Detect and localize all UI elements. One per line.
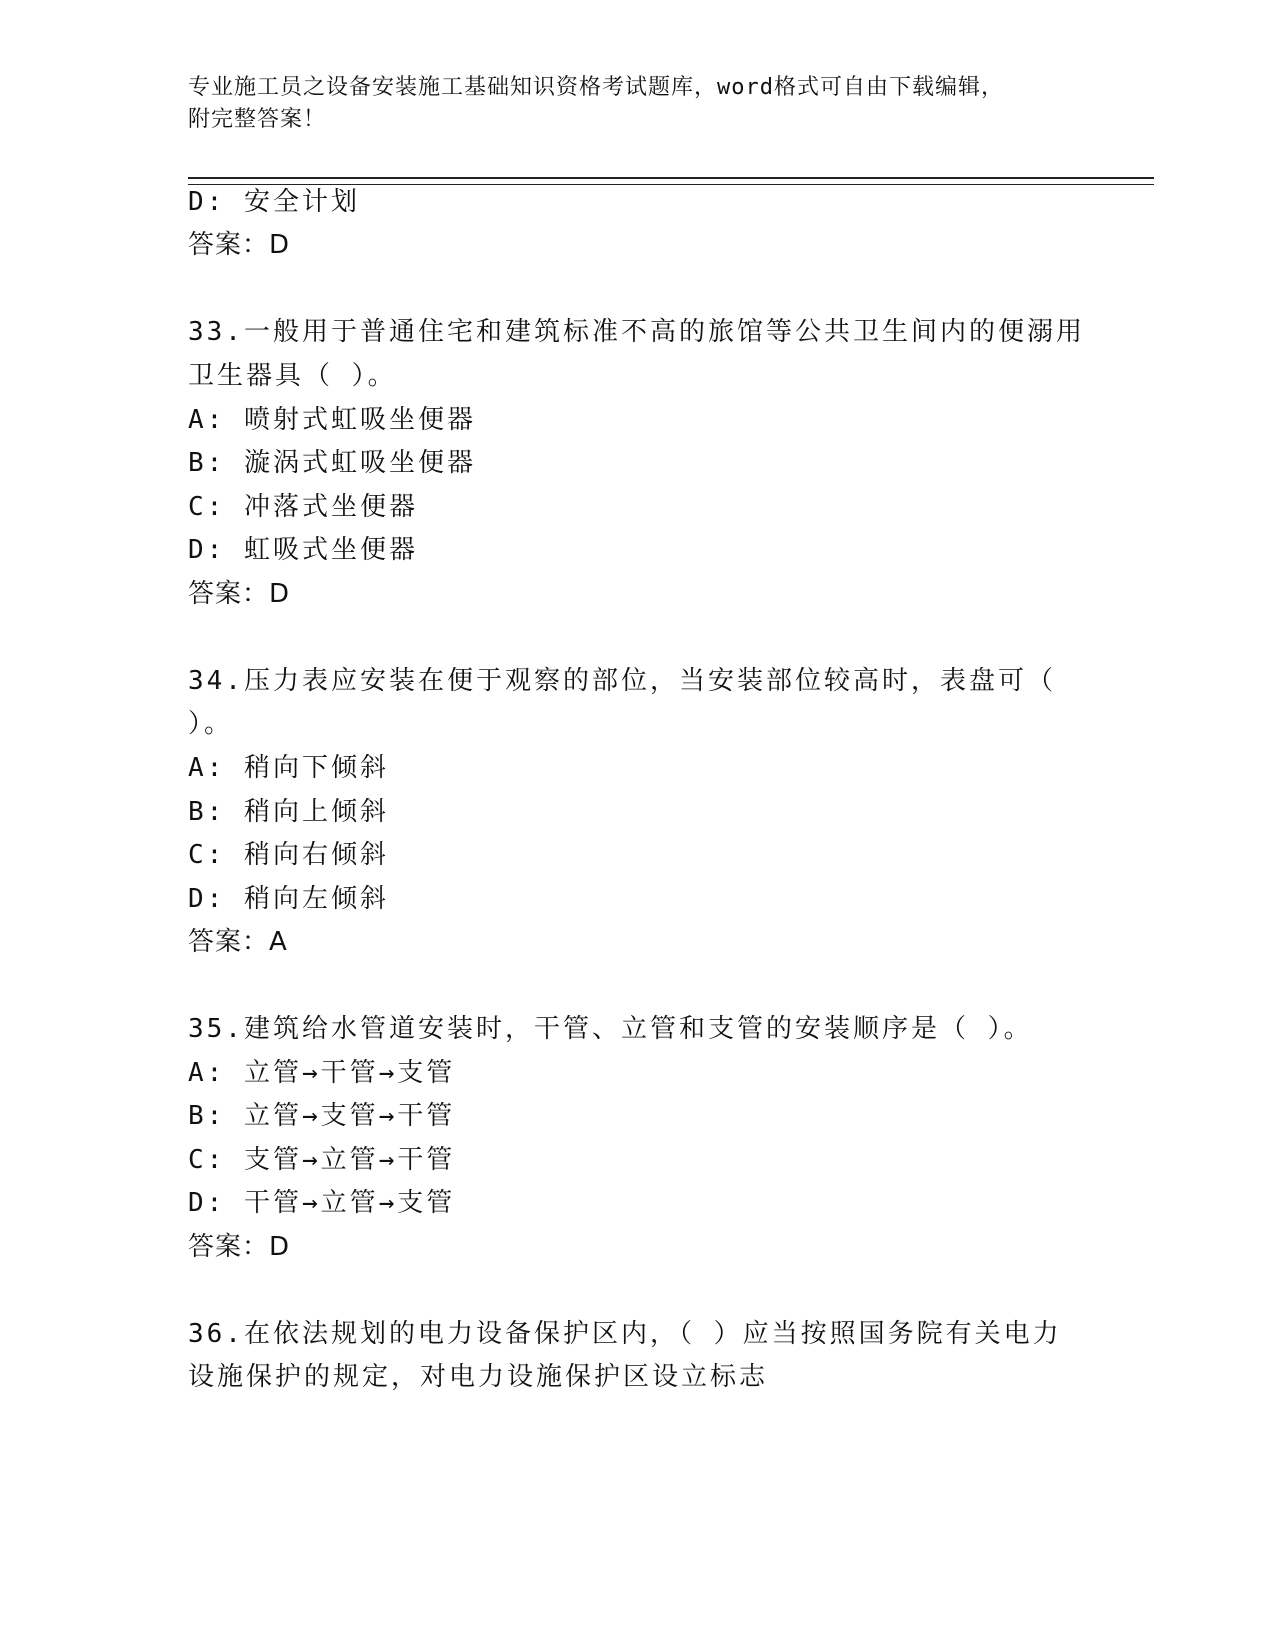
q35-option-c: C: 支管→立管→干管 bbox=[188, 1145, 456, 1175]
q34-answer: 答案：A bbox=[188, 927, 288, 957]
q33-option-c: C: 冲落式坐便器 bbox=[188, 492, 418, 522]
q33-stem-line-1: 33.一般用于普通住宅和建筑标准不高的旅馆等公共卫生间内的便溺用 bbox=[188, 317, 1085, 347]
q34-option-c: C: 稍向右倾斜 bbox=[188, 840, 389, 870]
header-line-1: 专业施工员之设备安装施工基础知识资格考试题库，word格式可自由下载编辑， bbox=[188, 75, 1004, 100]
prev-answer: 答案：D bbox=[188, 230, 291, 260]
q35-option-b: B: 立管→支管→干管 bbox=[188, 1101, 456, 1131]
prev-option-d: D: 安全计划 bbox=[188, 187, 360, 217]
q34-option-b: B: 稍向上倾斜 bbox=[188, 797, 389, 827]
q34-option-a: A: 稍向下倾斜 bbox=[188, 753, 389, 783]
document-header bbox=[188, 72, 1068, 136]
q33-option-b: B: 漩涡式虹吸坐便器 bbox=[188, 448, 476, 478]
q35-option-a: A: 立管→干管→支管 bbox=[188, 1058, 456, 1088]
q33-option-d: D: 虹吸式坐便器 bbox=[188, 535, 418, 565]
q34-stem-line-1: 34.压力表应安装在便于观察的部位，当安装部位较高时，表盘可（ bbox=[188, 666, 1056, 696]
q35-stem-line-1: 35.建筑给水管道安装时，干管、立管和支管的安装顺序是（ ）。 bbox=[188, 1014, 1033, 1044]
q34-option-d: D: 稍向左倾斜 bbox=[188, 884, 389, 914]
header-line-2: 附完整答案！ bbox=[188, 107, 327, 132]
q33-stem-line-2: 卫生器具（ ）。 bbox=[188, 361, 397, 391]
q33-answer: 答案：D bbox=[188, 579, 291, 609]
q36-stem-line-1: 36.在依法规划的电力设备保护区内，（ ）应当按照国务院有关电力 bbox=[188, 1319, 1062, 1349]
q34-stem-line-2: ）。 bbox=[188, 709, 234, 739]
q35-option-d: D: 干管→立管→支管 bbox=[188, 1188, 456, 1218]
q36-stem-line-2: 设施保护的规定，对电力设施保护区设立标志 bbox=[188, 1362, 769, 1392]
q35-answer: 答案：D bbox=[188, 1232, 291, 1262]
q33-option-a: A: 喷射式虹吸坐便器 bbox=[188, 405, 476, 435]
